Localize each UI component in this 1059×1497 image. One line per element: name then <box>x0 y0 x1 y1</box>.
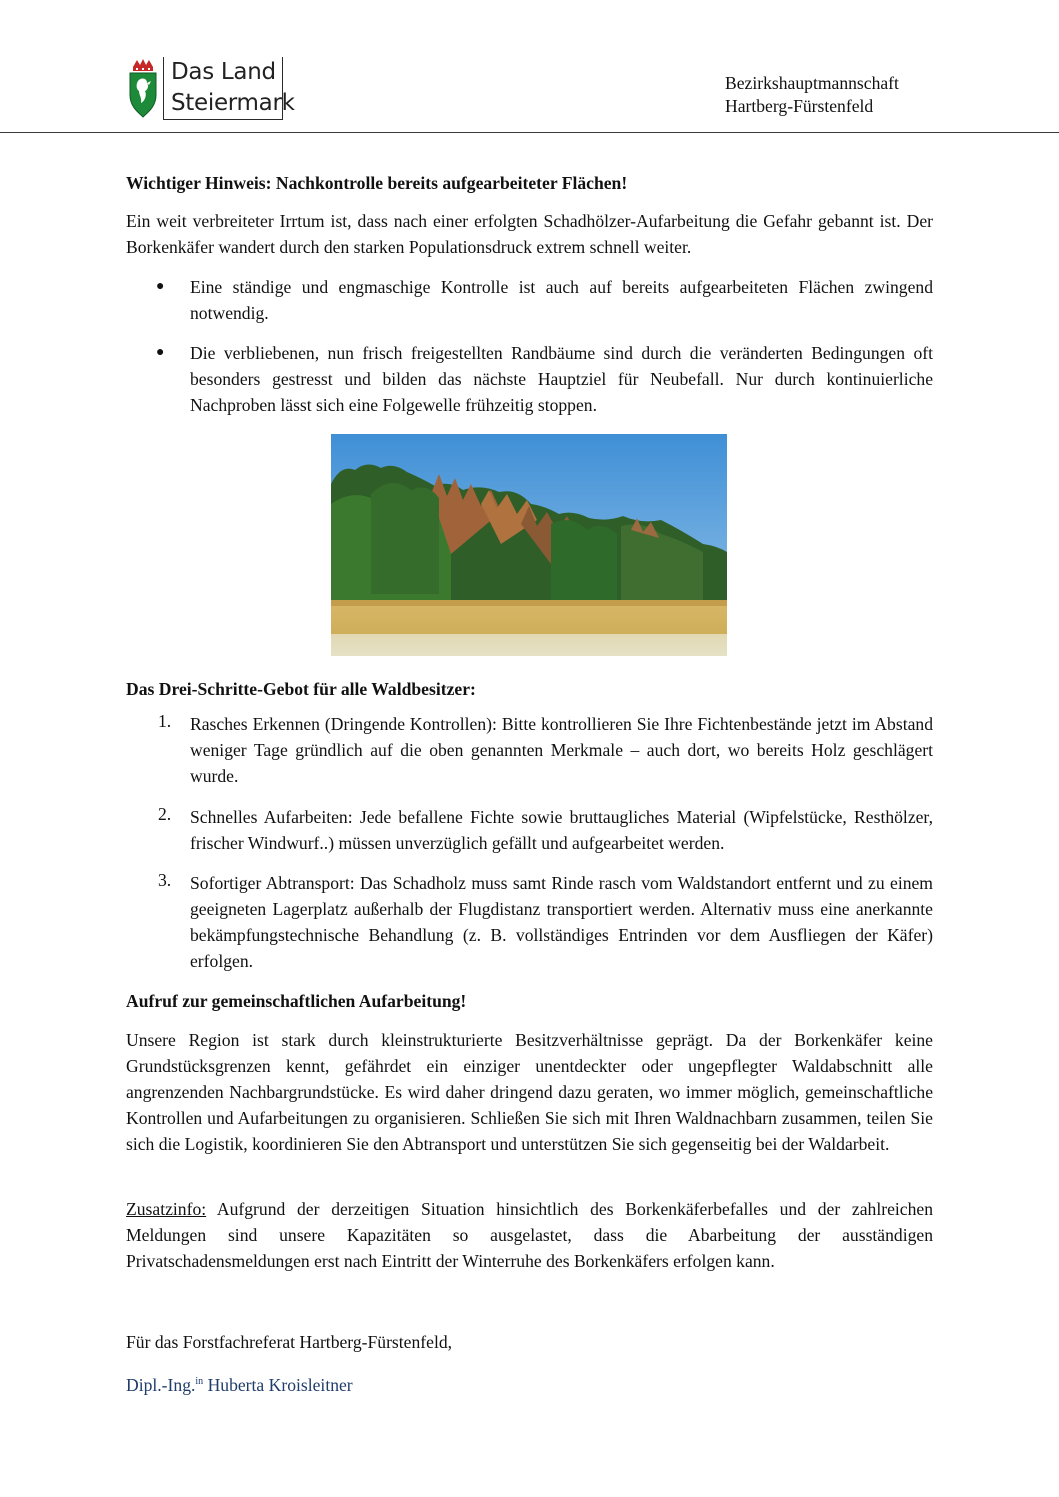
bullet-item: Eine ständige und engmaschige Kontrolle ist auch auf bereits aufgearbeiteten Flächen zwingend notwendig. <box>190 277 933 323</box>
step-number: 3. <box>158 870 172 890</box>
step-item: Sofortiger Abtransport: Das Schadholz muss samt Rinde rasch vom Waldstandort entfernt und zu einem geeigneten Lagerplatz außerhalb der Flugdistanz transportiert werden. Alternativ muss eine anerkannte bekämpfungstechnische Behandlung (z. B. vollständiges Entrinden vor dem Ausfliegen der Käfer) erfolgen. <box>190 873 933 971</box>
step-number: 1. <box>158 711 172 731</box>
signature-name: Huberta Kroisleitner <box>203 1374 353 1395</box>
signature-title: Dipl.-Ing. <box>126 1374 196 1395</box>
closing-line: Für das Forstfachreferat Hartberg-Fürstenfeld, <box>126 1332 453 1352</box>
office-name: Bezirkshauptmannschaft <box>725 73 899 93</box>
intro-paragraph: Ein weit verbreiteter Irrtum ist, dass nach einer erfolgten Schadhölzer-Aufarbeitung die Gefahr gebannt ist. Der Borkenkäfer wandert durch den starken Populationsdruck extrem schnell weiter. <box>126 211 933 257</box>
header-divider <box>0 132 1059 133</box>
logo-text-line1: Das Land <box>171 59 276 85</box>
coat-of-arms-icon <box>127 57 159 119</box>
office-address <box>725 72 899 118</box>
section-heading-drei-schritte: Das Drei-Schritte-Gebot für alle Waldbesitzer: <box>126 679 476 699</box>
step-item: Rasches Erkennen (Dringende Kontrollen): Bitte kontrollieren Sie Ihre Fichtenbestände jetzt im Abstand weniger Tage gründlich auf die oben genannten Merkmale – auch dort, wo bereits Holz geschlägert wurde. <box>190 714 933 786</box>
zusatzinfo-text: Aufgrund der derzeitigen Situation hinsichtlich des Borkenkäferbefalles und der zahlreichen Meldungen sind unsere Kapazitäten so ausgelastet, dass die Abarbeitung der ausständigen Privatschadensmeldungen erst nach Eintritt der Winterruhe des Borkenkäfers erfolgen kann. <box>126 1199 933 1271</box>
section-heading-nachkontrolle: Wichtiger Hinweis: Nachkontrolle bereits aufgearbeiteter Flächen! <box>126 173 628 193</box>
bullet-dot: ● <box>156 345 165 360</box>
signature <box>126 1369 933 1398</box>
logo-text-line2: Steiermark <box>171 90 295 116</box>
step-item: Schnelles Aufarbeiten: Jede befallene Fichte sowie bruttaugliches Material (Wipfelstücke, Resthölzer, frischer Windwurf..) müssen unverzüglich gefällt und aufgearbeitet werden. <box>190 807 933 853</box>
step-number: 2. <box>158 804 172 824</box>
state-logo <box>127 57 295 121</box>
zusatzinfo-label: Zusatzinfo: <box>126 1199 207 1219</box>
forest-photo <box>331 434 727 656</box>
office-district: Hartberg-Fürstenfeld <box>725 96 874 116</box>
aufruf-paragraph: Unsere Region ist stark durch kleinstrukturierte Besitzverhältnisse geprägt. Da der Borkenkäfer keine Grundstücksgrenzen kennt, gefährdet ein einziger unentdeckter oder ungepflegter Waldabschnitt alle angrenzenden Nachbargrundstücke. Es wird daher dringend dazu geraten, wo immer möglich, gemeinschaftliche Kontrollen und Aufarbeitungen zu organisieren. Schließen Sie sich mit Ihren Waldnachbarn zusammen, teilen Sie sich die Logistik, koordinieren Sie den Abtransport und unterstützen Sie sich gegenseitig bei der Waldarbeit. <box>126 1030 933 1154</box>
zusatzinfo-paragraph <box>126 1196 933 1274</box>
signature-title-suffix: in <box>195 1376 204 1387</box>
bullet-dot: ● <box>156 279 165 294</box>
section-heading-aufruf: Aufruf zur gemeinschaftlichen Aufarbeitung! <box>126 991 467 1011</box>
bullet-item: Die verbliebenen, nun frisch freigestellten Randbäume sind durch die veränderten Bedingungen oft besonders gestresst und bilden das nächste Hauptziel für Neubefall. Nur durch kontinuierliche Nachproben lässt sich eine Folgewelle frühzeitig stoppen. <box>190 343 933 415</box>
